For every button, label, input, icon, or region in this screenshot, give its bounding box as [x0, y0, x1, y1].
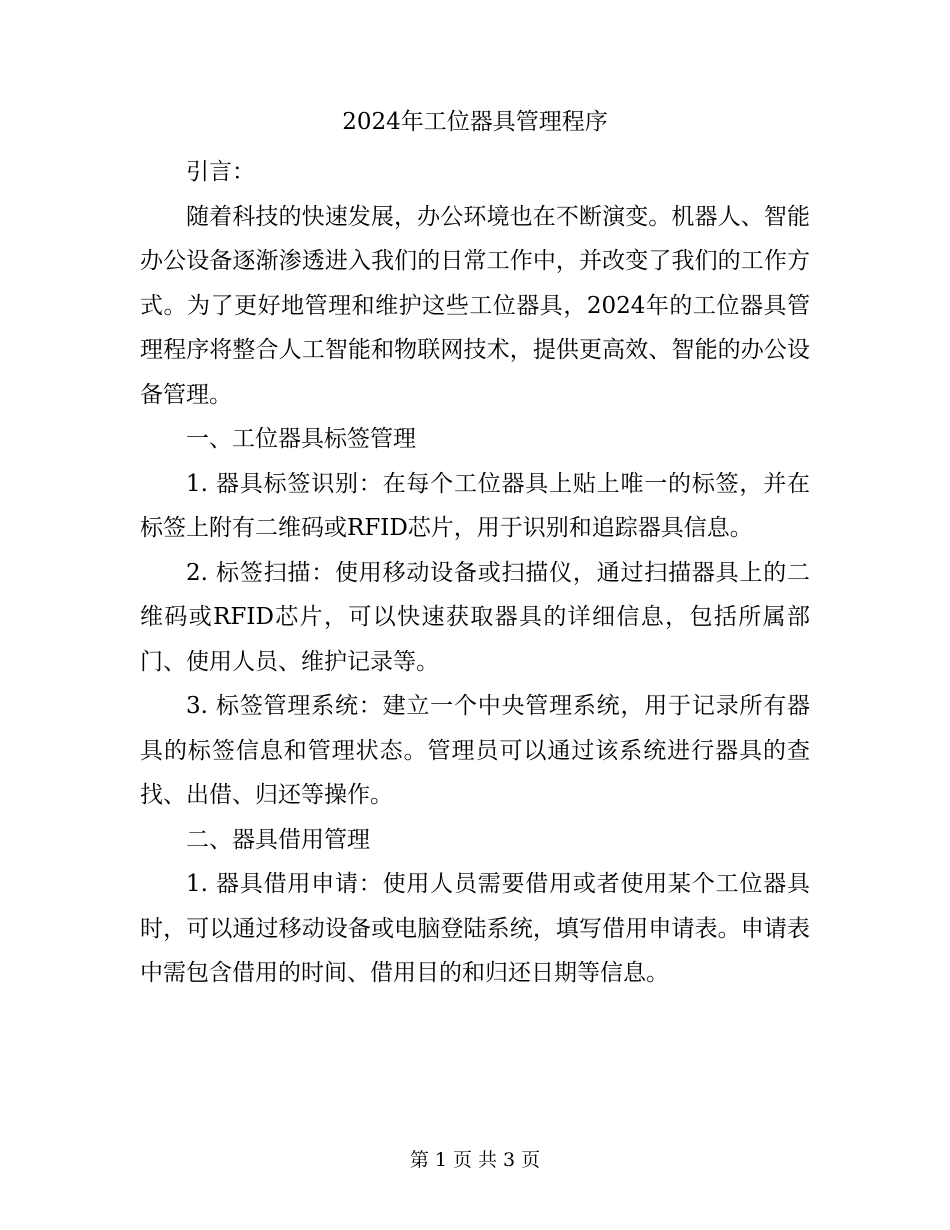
list-item-borrowing-application: 1. 器具借用申请：使用人员需要借用或者使用某个工位器具时，可以通过移动设备或电脑登陆系统，填写借用申请表。申请表中需包含借用的时间、借用目的和归还日期等信息。 [140, 871, 810, 986]
section-heading-borrowing-management: 二、器具借用管理 [186, 826, 370, 853]
page-footer: 第 1 页 共 3 页 [409, 1149, 541, 1171]
section-heading-label-management: 一、工位器具标签管理 [186, 426, 416, 452]
intro-heading: 引言： [186, 159, 255, 185]
intro-paragraph: 随着科技的快速发展，办公环境也在不断演变。机器人、智能办公设备逐渐渗透进入我们的日常工作中，并改变了我们的工作方式。为了更好地管理和维护这些工位器具，2024年的工位器具管理程序将整合人工智能和物联网技术，提供更高效、智能的办公设备管理。 [140, 203, 810, 408]
list-item-label-management-system: 3. 标签管理系统：建立一个中央管理系统，用于记录所有器具的标签信息和管理状态。管理员可以通过该系统进行器具的查找、出借、归还等操作。 [140, 693, 810, 808]
list-item-label-recognition: 1. 器具标签识别：在每个工位器具上贴上唯一的标签，并在标签上附有二维码或RFID芯片，用于识别和追踪器具信息。 [140, 470, 810, 541]
document-title: 2024年工位器具管理程序 [342, 109, 608, 135]
document-body [140, 150, 810, 996]
list-item-label-scanning: 2. 标签扫描：使用移动设备或扫描仪，通过扫描器具上的二维码或RFID芯片，可以快速获取器具的详细信息，包括所属部门、使用人员、维护记录等。 [140, 559, 810, 675]
